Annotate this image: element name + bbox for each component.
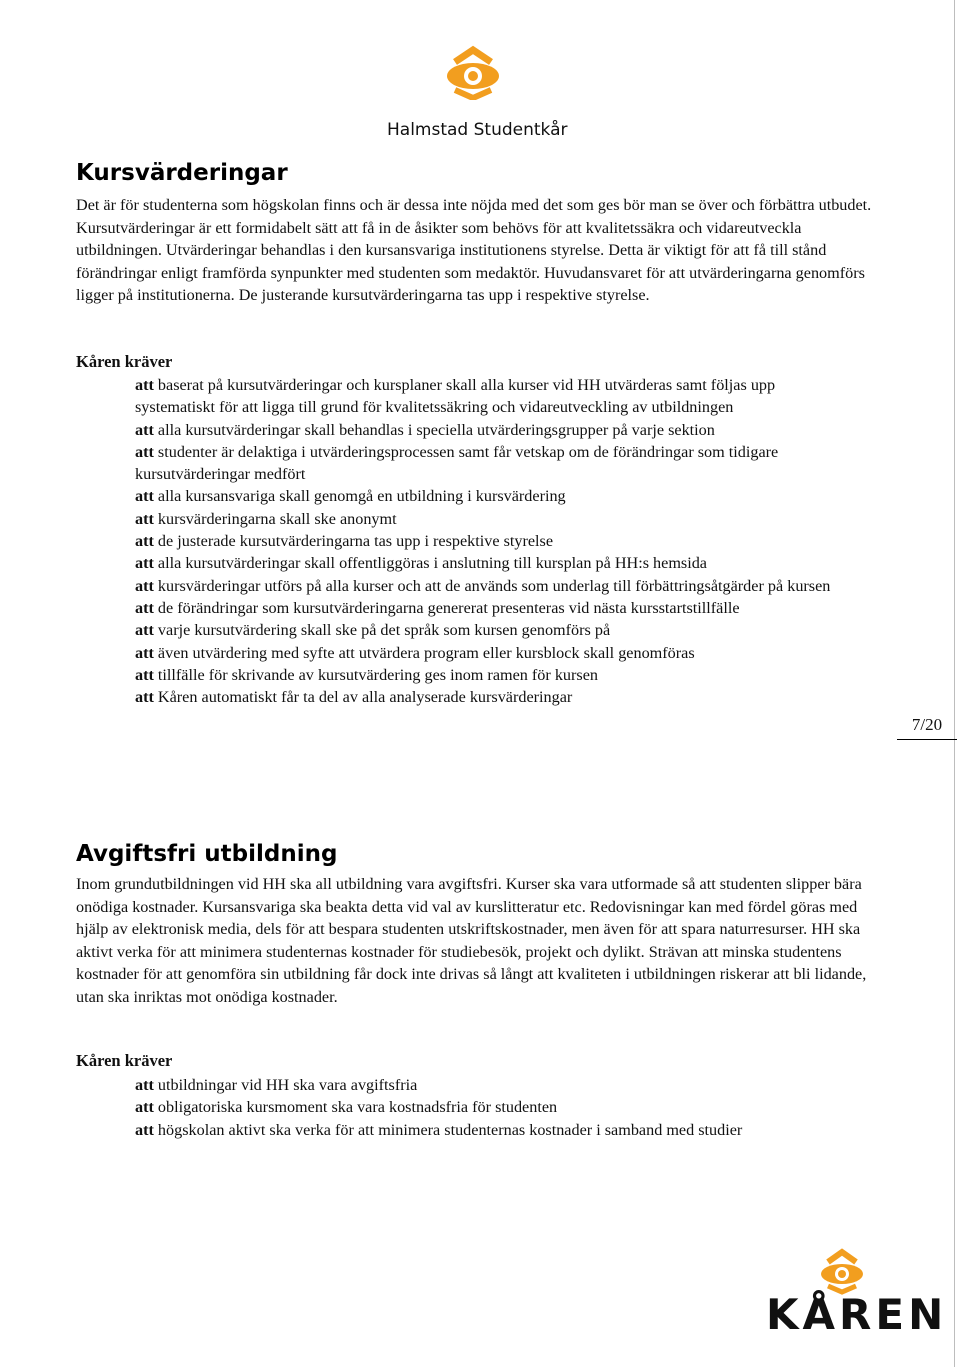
demand-item: att varje kursutvärdering skall ske på det språk som kursen genomförs på [135, 621, 611, 640]
demand-item: att alla kursansvariga skall genomgå en utbildning i kursvärdering [135, 487, 566, 506]
section-heading-kursvarderingar: Kursvärderingar [76, 160, 288, 186]
org-name: Halmstad Studentkår [387, 120, 568, 140]
section-paragraph-kursvarderingar: Det är för studenterna som högskolan finns och är dessa inte nöjda med det som ges bör man se över och förbättra utbudet. Kursutvärderingar är ett formidabelt sätt att få in de åsikter som behövs för att kvalitetssäkra och vidareutveckla utbildningen. Utvärderingar behandlas i den kursansvariga institutionens styrelse. Detta är viktigt för att få till stånd förändringar enligt framförda synpunkter med studenten som medaktör. Huvudansvaret för att utvärderingarna genomförs ligger på institutionerna. De justerande kursutvärderingarna tas upp i respektive styrelse. [76, 196, 872, 304]
demand-item: att alla kursutvärderingar skall behandlas i speciella utvärderingsgrupper på varje sektion [135, 420, 715, 439]
demands-list-kursvarderingar [135, 374, 835, 708]
demand-item: att alla kursutvärderingar skall offentliggöras i anslutning till kursplan på HH:s hemsida [135, 554, 707, 573]
page-side-rule [954, 0, 955, 1367]
demand-item: att även utvärdering med syfte att utvärdera program eller kursblock skall genomföras [135, 643, 695, 662]
demand-item: att kursvärderingar utförs på alla kurser och att de används som underlag till förbättringsåtgärder på kursen [135, 576, 831, 595]
karen-eye-logo-icon [441, 44, 505, 100]
footer-brand-wordmark: KÅREN [766, 1290, 948, 1339]
demand-item: att de förändringar som kursutvärderingarna genererat presenteras vid nästa kursstartstillfälle [135, 598, 740, 617]
demand-item: att högskolan aktivt ska verka för att minimera studenternas kostnader i samband med studier [135, 1120, 743, 1139]
demand-item: att kursvärderingarna skall ske anonymt [135, 509, 397, 528]
demand-item: att Kåren automatiskt får ta del av alla analyserade kursvärderingar [135, 688, 573, 707]
demand-item: att utbildningar vid HH ska vara avgiftsfria [135, 1076, 418, 1094]
demand-item: att baserat på kursutvärderingar och kursplaner skall alla kurser vid HH utvärderas samt följas upp systematiskt för att ligga till grund för kvalitetssäkring och vidareutveckling av utbildningen [135, 376, 776, 417]
demand-item: att de justerade kursutvärderingarna tas upp i respektive styrelse [135, 532, 554, 551]
section-heading-avgiftsfri-utbildning: Avgiftsfri utbildning [76, 841, 338, 867]
section-paragraph-avgiftsfri-utbildning: Inom grundutbildningen vid HH ska all utbildning vara avgiftsfri. Kurser ska vara utformade så att studenten slipper bära onödiga kostnader. Kursansvariga ska beakta detta vid val av kurslitteratur etc. Redovisningar kan med fördel göras med hjälp av elektronisk media, dels för att bespara studenten utskriftskostnader, men även för att spara naturresurser. HH ska aktivt verka för att minimera studenternas kostnader för studiebesök, projekt och dylikt. Strävan att minska studentens kostnader för att genomföra sin utbildning får dock inte drivas så långt att kvaliteten i utbildningen riskerar att bli lidande, utan ska inriktas mot onödiga kostnader. [76, 875, 867, 1006]
demand-item: att studenter är delaktiga i utvärderingsprocessen samt får vetskap om de förändringar som tidigare kursutvärderingar medfört [135, 442, 779, 484]
demands-title: Kåren kräver [76, 1051, 173, 1070]
page-number: 7/20 [897, 715, 957, 740]
demand-item: att obligatoriska kursmoment ska vara kostnadsfria för studenten [135, 1098, 558, 1117]
demand-item: att tillfälle för skrivande av kursutvärdering ges inom ramen för kursen [135, 665, 598, 684]
demands-list-avgiftsfri [135, 1074, 835, 1141]
demands-title: Kåren kräver [76, 352, 173, 371]
